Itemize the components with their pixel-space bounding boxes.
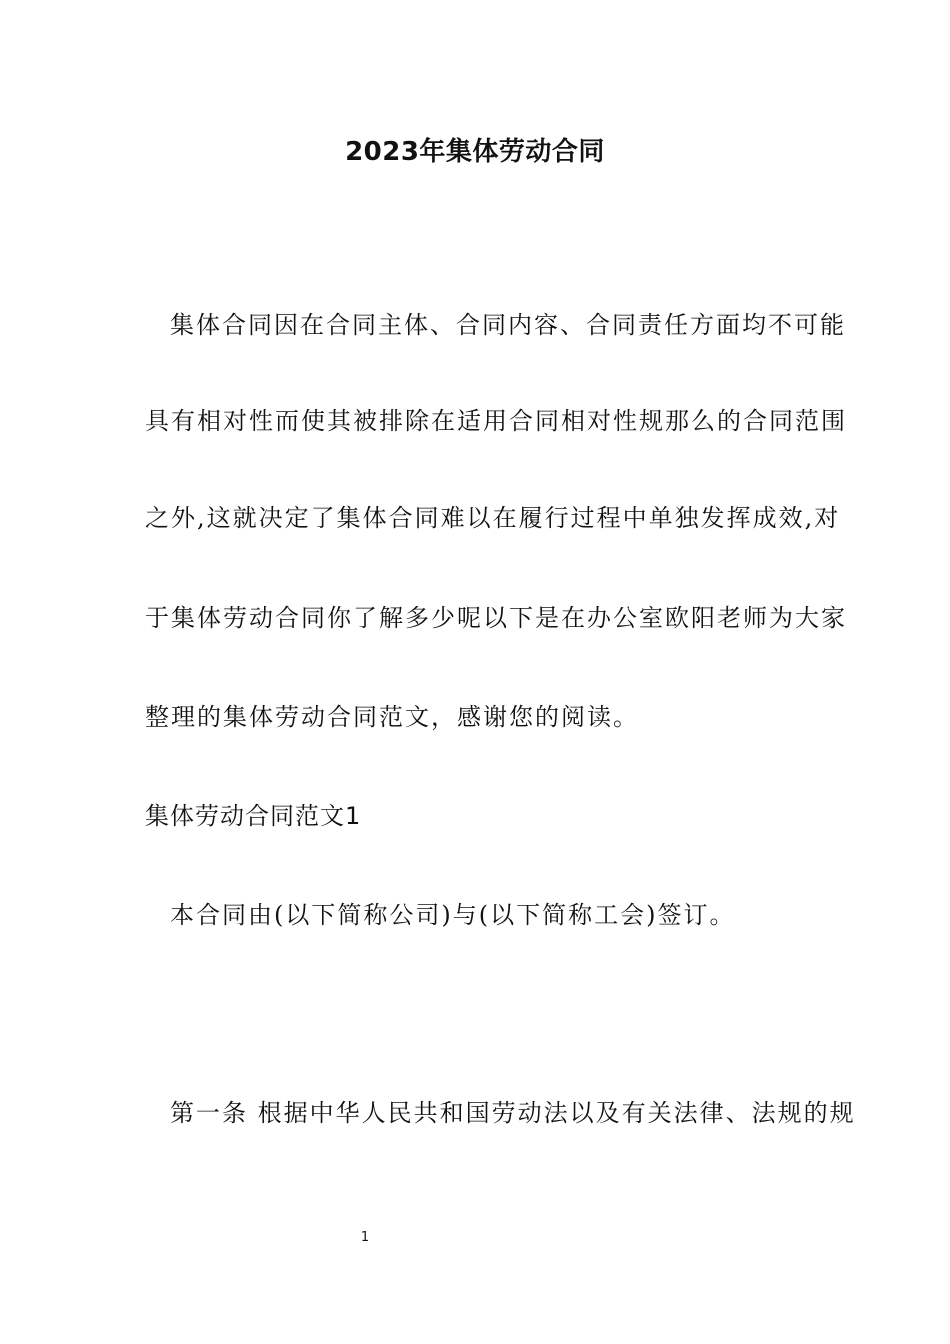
intro-paragraph-line-2: 具有相对性而使其被排除在适用合同相对性规那么的合同范围 [145, 407, 847, 435]
section-heading: 集体劳动合同范文1 [145, 802, 362, 830]
intro-paragraph-line-3: 之外,这就决定了集体合同难以在履行过程中单独发挥成效,对 [145, 504, 841, 532]
intro-paragraph-line-5: 整理的集体劳动合同范文，感谢您的阅读。 [145, 703, 639, 731]
document-title: 2023年集体劳动合同 [345, 137, 605, 167]
contract-intro-line: 本合同由(以下简称公司)与(以下简称工会)签订。 [170, 901, 736, 929]
intro-paragraph-line-4: 于集体劳动合同你了解多少呢以下是在办公室欧阳老师为大家 [145, 604, 847, 632]
page-number: 1 [360, 1230, 370, 1245]
article-one-line: 第一条 根据中华人民共和国劳动法以及有关法律、法规的规 [170, 1099, 856, 1127]
intro-paragraph-line-1: 集体合同因在合同主体、合同内容、合同责任方面均不可能 [170, 311, 846, 339]
